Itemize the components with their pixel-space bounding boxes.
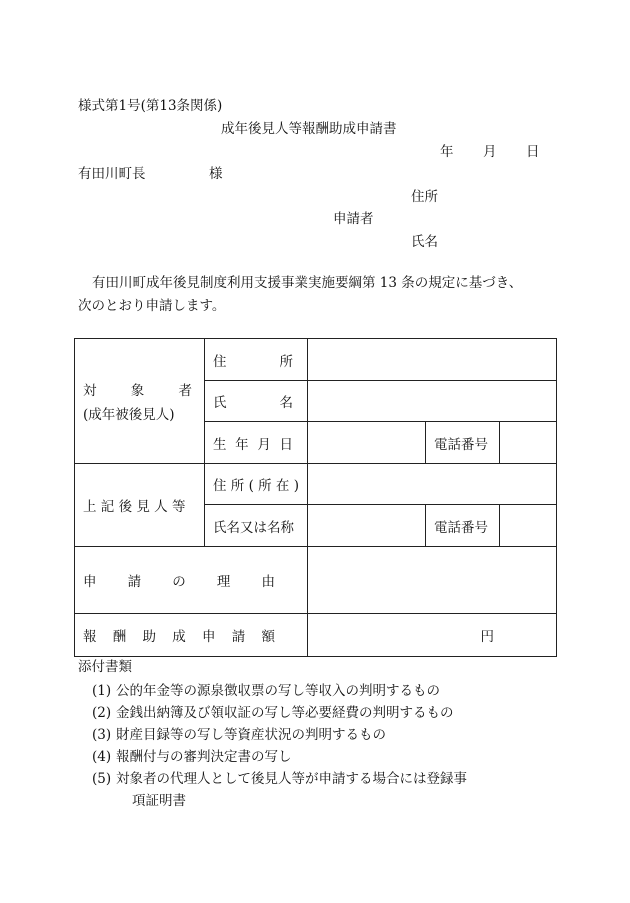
date-year-label: 年 bbox=[440, 144, 454, 160]
date-day-label: 日 bbox=[526, 144, 540, 160]
form-number: 様式第1号(第13条関係) bbox=[78, 98, 223, 114]
yen-unit: 円 bbox=[480, 629, 495, 645]
subject-group-cell bbox=[75, 339, 205, 464]
subject-name-label-cell bbox=[205, 381, 308, 422]
subject-dob-label-cell bbox=[205, 422, 308, 464]
attachment-item: (1) 公的年金等の源泉徴収票の写し等収入の判明するもの bbox=[92, 683, 440, 699]
amount-label-cell bbox=[75, 614, 308, 657]
subject-sub-label: (成年被後見人) bbox=[83, 407, 175, 423]
applicant-address-label: 住所 bbox=[411, 189, 438, 205]
attachment-item: (3) 財産目録等の写し等資産状況の判明するもの bbox=[92, 727, 386, 743]
guardian-address-row bbox=[75, 464, 557, 505]
reason-label-cell bbox=[75, 547, 308, 614]
subject-dob-field[interactable] bbox=[308, 422, 426, 464]
applicant-name-label: 氏名 bbox=[411, 234, 438, 250]
addressee: 有田川町長 bbox=[78, 166, 146, 182]
amount-field[interactable] bbox=[308, 614, 557, 657]
application-table bbox=[74, 338, 557, 657]
attachments-list bbox=[92, 680, 467, 812]
guardian-group-label: 上 記 後 見 人 等 bbox=[75, 464, 205, 547]
subject-address-row bbox=[75, 339, 557, 381]
guardian-address-field[interactable] bbox=[308, 464, 557, 505]
reason-field[interactable] bbox=[308, 547, 557, 614]
attachment-item: (4) 報酬付与の審判決定書の写し bbox=[92, 749, 292, 765]
body-text-line2: 次のとおり申請します。 bbox=[78, 298, 226, 314]
reason-label: 申 請 の 理 由 bbox=[83, 574, 275, 590]
guardian-name-field[interactable] bbox=[308, 505, 426, 547]
attachment-item-continued: 項証明書 bbox=[132, 793, 186, 809]
amount-row bbox=[75, 614, 557, 657]
subject-address-label: 住 所 bbox=[213, 353, 293, 370]
subject-phone-label: 電話番号 bbox=[426, 422, 500, 464]
subject-group-label: 対 象 者 bbox=[83, 383, 192, 399]
applicant-label: 申請者 bbox=[333, 211, 374, 227]
attachments-heading: 添付書類 bbox=[78, 659, 132, 675]
guardian-phone-label: 電話番号 bbox=[426, 505, 500, 547]
document-title: 成年後見人等報酬助成申請書 bbox=[221, 121, 397, 137]
reason-row bbox=[75, 547, 557, 614]
date-month-label: 月 bbox=[483, 144, 497, 160]
subject-dob-label: 生 年 月 日 bbox=[213, 436, 293, 453]
subject-phone-field[interactable] bbox=[500, 422, 557, 464]
attachment-item: (5) 対象者の代理人として後見人等が申請する場合には登録事 bbox=[92, 771, 467, 787]
subject-name-field[interactable] bbox=[308, 381, 557, 422]
honorific: 様 bbox=[209, 166, 223, 182]
attachment-item: (2) 金銭出納簿及び領収証の写し等必要経費の判明するもの bbox=[92, 705, 454, 721]
subject-address-field[interactable] bbox=[308, 339, 557, 381]
body-text-line1: 有田川町成年後見制度利用支援事業実施要綱第 13 条の規定に基づき、 bbox=[92, 275, 523, 291]
amount-label: 報 酬 助 成 申 請 額 bbox=[83, 629, 275, 645]
subject-name-label: 氏 名 bbox=[213, 395, 293, 411]
guardian-name-label: 氏名又は名称 bbox=[205, 505, 308, 547]
subject-address-label-cell bbox=[205, 339, 308, 381]
guardian-phone-field[interactable] bbox=[500, 505, 557, 547]
guardian-address-label: 住 所 ( 所 在 ) bbox=[205, 464, 308, 505]
